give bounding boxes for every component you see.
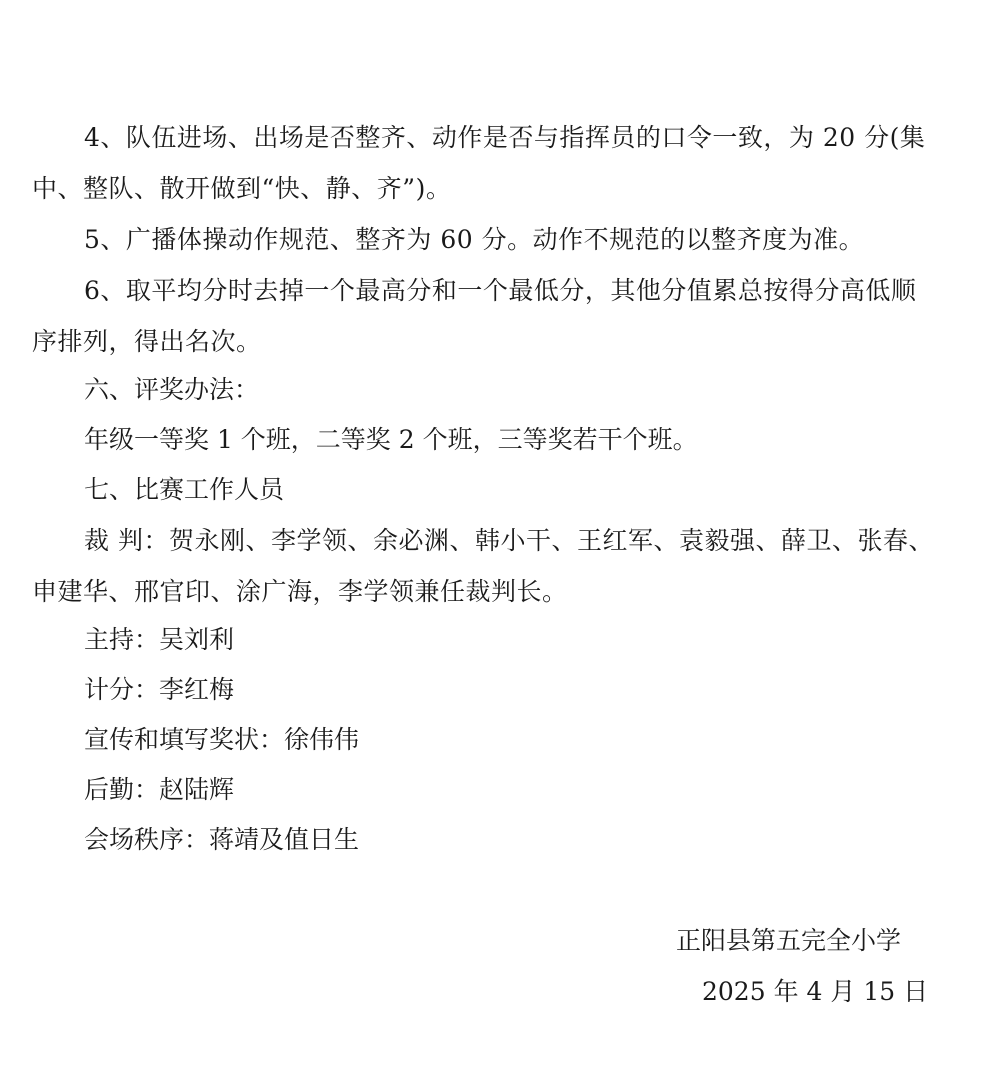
signature-date: 2025 年 4 月 15 日 — [702, 977, 929, 1006]
host-line: 主持：吴刘利 — [84, 625, 235, 654]
rule-item-6: 6、取平均分时去掉一个最高分和一个最低分，其他分值累总按得分高低顺序排列，得出名次。 — [32, 276, 917, 356]
scoring-line: 计分：李红梅 — [84, 675, 235, 704]
publicity-line: 宣传和填写奖状：徐伟伟 — [84, 725, 360, 754]
section-6-heading: 六、评奖办法： — [84, 375, 260, 404]
section-7-heading: 七、比赛工作人员 — [84, 475, 285, 504]
logistics-line: 后勤：赵陆辉 — [84, 775, 235, 804]
judges-list: 裁 判：贺永刚、李学领、余必渊、韩小干、王红军、袁毅强、薛卫、张春、申建华、邢官印、涂广海，李学领兼任裁判长。 — [32, 526, 934, 606]
rule-item-5: 5、广播体操动作规范、整齐为 60 分。动作不规范的以整齐度为准。 — [84, 225, 865, 254]
signature-school: 正阳县第五完全小学 — [676, 926, 902, 955]
order-line: 会场秩序：蒋靖及值日生 — [84, 825, 360, 854]
section-6-body: 年级一等奖 1 个班，二等奖 2 个班，三等奖若干个班。 — [84, 425, 698, 454]
rule-item-4: 4、队伍进场、出场是否整齐、动作是否与指挥员的口令一致，为 20 分(集中、整队、散开做到“快、静、齐”)。 — [32, 123, 926, 203]
